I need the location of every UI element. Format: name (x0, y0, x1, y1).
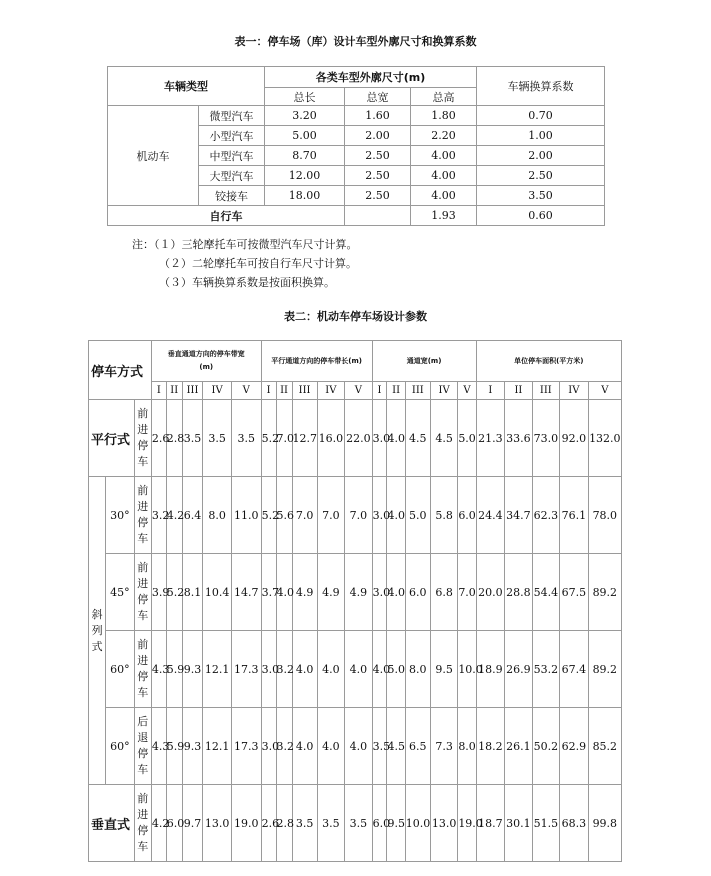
cell-g1-class-3: 9.3 (182, 631, 203, 708)
cell-g4-class-3: 54.4 (532, 554, 559, 631)
header-class-5: V (231, 382, 261, 400)
header-class-3: III (405, 382, 430, 400)
cell-g2-class-2: 5.6 (276, 477, 292, 554)
cell-g4-class-3: 53.2 (532, 631, 559, 708)
cell-g2-class-1: 3.0 (261, 631, 276, 708)
table-row (89, 554, 622, 631)
cell-parking-direction-label: 前进停车 (137, 638, 149, 699)
cell-g1-class-4: 12.1 (203, 631, 232, 708)
vehicle-dimensions-table (107, 66, 605, 226)
cell-g3-class-2: 4.5 (387, 708, 405, 785)
cell-length: 3.20 (265, 106, 345, 126)
cell-height: 1.80 (411, 106, 477, 126)
note-item: （１）三轮摩托车可按微型汽车尺寸计算。 (154, 238, 358, 251)
table1-title: 表一：停车场（库）设计车型外廓尺寸和换算系数 (234, 35, 477, 48)
header-length: 总长 (265, 88, 345, 106)
cell-g2-class-5: 22.0 (345, 400, 373, 477)
table-row (89, 477, 622, 554)
cell-g4-class-1: 21.3 (476, 400, 505, 477)
header-parking-mode: 停车方式 (89, 341, 152, 400)
cell-g2-class-1: 3.0 (261, 708, 276, 785)
cell-g4-class-5: 99.8 (588, 785, 621, 862)
header-parallel-length: 平行通道方向的停车带长(m) (261, 341, 372, 382)
cell-g4-class-3: 62.3 (532, 477, 559, 554)
cell-name: 铰接车 (199, 186, 265, 206)
cell-g3-class-5: 6.0 (458, 477, 476, 554)
cell-g2-class-5: 4.9 (345, 554, 373, 631)
cell-g3-class-5: 8.0 (458, 708, 476, 785)
header-class-4: IV (203, 382, 232, 400)
cell-g4-class-4: 67.4 (560, 631, 589, 708)
cell-g2-class-4: 4.0 (317, 708, 344, 785)
header-class-5: V (345, 382, 373, 400)
cell-g4-class-1: 18.7 (476, 785, 505, 862)
cell-length: 18.00 (265, 186, 345, 206)
header-width: 总宽 (345, 88, 411, 106)
cell-width: 2.50 (345, 166, 411, 186)
cell-g2-class-1: 3.7 (261, 554, 276, 631)
cell-g1-class-1: 3.2 (151, 477, 166, 554)
cell-g2-class-5: 4.0 (345, 708, 373, 785)
header-unit-area: 单位停车面积(平方米) (476, 341, 621, 382)
cell-g4-class-1: 18.9 (476, 631, 505, 708)
cell-g4-class-1: 20.0 (476, 554, 505, 631)
cell-g4-class-5: 89.2 (588, 631, 621, 708)
cell-g2-class-2: 3.2 (276, 708, 292, 785)
cell-g4-class-4: 76.1 (560, 477, 589, 554)
cell-g1-class-5: 14.7 (231, 554, 261, 631)
cell-g1-class-3: 6.4 (182, 477, 203, 554)
cell-g3-class-4: 9.5 (430, 631, 457, 708)
cell-g2-class-3: 7.0 (292, 477, 317, 554)
cell-parking-direction (134, 477, 151, 554)
cell-g1-class-4: 10.4 (203, 554, 232, 631)
cell-g4-class-5: 89.2 (588, 554, 621, 631)
cell-parking-direction-label: 前进停车 (137, 407, 149, 468)
cell-g1-class-1: 4.2 (151, 785, 166, 862)
cell-g3-class-3: 8.0 (405, 631, 430, 708)
table1-notes (132, 235, 358, 292)
header-class-2: II (505, 382, 532, 400)
note-item: （２）二轮摩托车可按自行车尺寸计算。 (159, 257, 357, 270)
group-motor-vehicle: 机动车 (108, 106, 199, 206)
cell-height: 2.20 (411, 126, 477, 146)
table-row (89, 631, 622, 708)
cell-width: 2.50 (345, 146, 411, 166)
cell-g1-class-1: 4.3 (151, 708, 166, 785)
cell-g1-class-3: 3.5 (182, 400, 203, 477)
cell-name: 大型汽车 (199, 166, 265, 186)
cell-bicycle-width: 1.93 (411, 206, 477, 226)
cell-parking-direction (134, 400, 151, 477)
table-row (108, 106, 605, 126)
cell-bicycle-length (345, 206, 411, 226)
cell-g2-class-2: 4.0 (276, 554, 292, 631)
header-class-2: II (166, 382, 182, 400)
cell-g3-class-2: 4.0 (387, 400, 405, 477)
header-conversion-coefficient: 车辆换算系数 (477, 67, 605, 106)
header-class-5: V (588, 382, 621, 400)
cell-parking-direction (134, 708, 151, 785)
cell-g1-class-3: 9.3 (182, 708, 203, 785)
cell-g3-class-1: 3.0 (372, 477, 387, 554)
cell-g2-class-1: 5.2 (261, 477, 276, 554)
cell-g2-class-3: 3.5 (292, 785, 317, 862)
cell-g3-class-4: 4.5 (430, 400, 457, 477)
cell-tilt-mode (89, 477, 106, 785)
cell-g3-class-1: 3.5 (372, 708, 387, 785)
cell-g3-class-2: 5.0 (387, 631, 405, 708)
cell-g4-class-5: 132.0 (588, 400, 621, 477)
cell-g1-class-2: 5.2 (166, 554, 182, 631)
header-class-1: I (372, 382, 387, 400)
notes-prefix: 注： (132, 238, 154, 251)
header-class-4: IV (317, 382, 344, 400)
cell-parking-direction (134, 785, 151, 862)
table-row (89, 708, 622, 785)
cell-g2-class-3: 12.7 (292, 400, 317, 477)
cell-parking-mode: 垂直式 (89, 785, 135, 862)
cell-g2-class-4: 7.0 (317, 477, 344, 554)
cell-tilt-mode-label: 斜列式 (91, 607, 103, 653)
cell-g1-class-3: 9.7 (182, 785, 203, 862)
cell-g2-class-5: 3.5 (345, 785, 373, 862)
cell-g1-class-1: 3.9 (151, 554, 166, 631)
table2-title: 表二：机动车停车场设计参数 (284, 310, 427, 323)
header-perpendicular-width (151, 341, 261, 382)
cell-length: 12.00 (265, 166, 345, 186)
cell-parking-mode: 平行式 (89, 400, 135, 477)
header-class-1: I (261, 382, 276, 400)
cell-parking-direction (134, 631, 151, 708)
cell-height: 4.00 (411, 186, 477, 206)
cell-parking-direction-label: 后退停车 (137, 715, 149, 776)
header-class-1: I (151, 382, 166, 400)
cell-g4-class-5: 78.0 (588, 477, 621, 554)
cell-name: 小型汽车 (199, 126, 265, 146)
cell-g1-class-5: 17.3 (231, 631, 261, 708)
cell-g4-class-2: 30.1 (505, 785, 532, 862)
cell-g3-class-5: 19.0 (458, 785, 476, 862)
cell-g1-class-4: 8.0 (203, 477, 232, 554)
note-item: （３）车辆换算系数是按面积换算。 (159, 276, 335, 289)
table-row (89, 400, 622, 477)
cell-g4-class-3: 73.0 (532, 400, 559, 477)
table-row (89, 785, 622, 862)
cell-g1-class-2: 5.9 (166, 631, 182, 708)
cell-g4-class-4: 92.0 (560, 400, 589, 477)
parking-parameters-table (88, 340, 622, 862)
cell-name: 中型汽车 (199, 146, 265, 166)
cell-g2-class-3: 4.0 (292, 631, 317, 708)
cell-angle: 60° (106, 708, 135, 785)
cell-g3-class-4: 13.0 (430, 785, 457, 862)
cell-coef: 3.50 (477, 186, 605, 206)
header-dimensions: 各类车型外廓尺寸(m) (265, 67, 477, 88)
cell-g2-class-3: 4.0 (292, 708, 317, 785)
cell-g2-class-5: 7.0 (345, 477, 373, 554)
header-row-classes (89, 382, 622, 400)
cell-width: 1.60 (345, 106, 411, 126)
cell-g1-class-2: 5.9 (166, 708, 182, 785)
cell-g2-class-4: 4.9 (317, 554, 344, 631)
cell-name: 微型汽车 (199, 106, 265, 126)
header-class-4: IV (430, 382, 457, 400)
cell-coef: 2.50 (477, 166, 605, 186)
header-vehicle-type: 车辆类型 (108, 67, 265, 106)
cell-g2-class-4: 16.0 (317, 400, 344, 477)
cell-g1-class-3: 8.1 (182, 554, 203, 631)
cell-g3-class-5: 7.0 (458, 554, 476, 631)
cell-g2-class-1: 2.6 (261, 785, 276, 862)
cell-g1-class-5: 3.5 (231, 400, 261, 477)
cell-g4-class-1: 24.4 (476, 477, 505, 554)
header-class-3: III (292, 382, 317, 400)
cell-g1-class-5: 17.3 (231, 708, 261, 785)
header-perpendicular-width-label: 垂直通道方向的停车带宽 (167, 350, 245, 358)
cell-g4-class-4: 67.5 (560, 554, 589, 631)
header-class-3: III (532, 382, 559, 400)
cell-g1-class-5: 11.0 (231, 477, 261, 554)
cell-length: 8.70 (265, 146, 345, 166)
cell-height: 4.00 (411, 146, 477, 166)
header-class-1: I (476, 382, 505, 400)
header-class-5: V (458, 382, 476, 400)
cell-angle: 60° (106, 631, 135, 708)
header-class-2: II (387, 382, 405, 400)
cell-g4-class-3: 51.5 (532, 785, 559, 862)
cell-g3-class-4: 6.8 (430, 554, 457, 631)
cell-g2-class-5: 4.0 (345, 631, 373, 708)
cell-g1-class-5: 19.0 (231, 785, 261, 862)
header-height: 总高 (411, 88, 477, 106)
header-row (89, 341, 622, 382)
header-class-3: III (182, 382, 203, 400)
cell-g2-class-2: 2.8 (276, 785, 292, 862)
cell-g1-class-2: 6.0 (166, 785, 182, 862)
cell-g3-class-3: 6.5 (405, 708, 430, 785)
cell-g1-class-1: 2.6 (151, 400, 166, 477)
cell-g3-class-3: 5.0 (405, 477, 430, 554)
cell-g1-class-4: 3.5 (203, 400, 232, 477)
cell-g1-class-4: 13.0 (203, 785, 232, 862)
cell-bicycle-height: 0.60 (477, 206, 605, 226)
header-class-4: IV (560, 382, 589, 400)
cell-coef: 2.00 (477, 146, 605, 166)
cell-g2-class-4: 3.5 (317, 785, 344, 862)
cell-g4-class-5: 85.2 (588, 708, 621, 785)
cell-g3-class-4: 7.3 (430, 708, 457, 785)
cell-bicycle-name: 自行车 (108, 206, 345, 226)
cell-g2-class-1: 5.2 (261, 400, 276, 477)
cell-g4-class-3: 50.2 (532, 708, 559, 785)
cell-g1-class-4: 12.1 (203, 708, 232, 785)
cell-g3-class-1: 4.0 (372, 631, 387, 708)
cell-g3-class-5: 10.0 (458, 631, 476, 708)
cell-g2-class-2: 3.2 (276, 631, 292, 708)
cell-coef: 1.00 (477, 126, 605, 146)
header-aisle-width: 通道宽(m) (372, 341, 476, 382)
cell-g4-class-2: 33.6 (505, 400, 532, 477)
cell-parking-direction (134, 554, 151, 631)
cell-g4-class-1: 18.2 (476, 708, 505, 785)
cell-g3-class-2: 4.0 (387, 477, 405, 554)
cell-g1-class-1: 4.3 (151, 631, 166, 708)
cell-g3-class-3: 10.0 (405, 785, 430, 862)
cell-g2-class-3: 4.9 (292, 554, 317, 631)
cell-height: 4.00 (411, 166, 477, 186)
cell-g3-class-3: 4.5 (405, 400, 430, 477)
cell-g4-class-2: 26.9 (505, 631, 532, 708)
cell-parking-direction-label: 前进停车 (137, 792, 149, 853)
cell-g3-class-2: 4.0 (387, 554, 405, 631)
cell-angle: 30° (106, 477, 135, 554)
cell-g2-class-4: 4.0 (317, 631, 344, 708)
cell-width: 2.00 (345, 126, 411, 146)
cell-g4-class-4: 62.9 (560, 708, 589, 785)
cell-g3-class-1: 6.0 (372, 785, 387, 862)
cell-g3-class-4: 5.8 (430, 477, 457, 554)
cell-g4-class-4: 68.3 (560, 785, 589, 862)
cell-length: 5.00 (265, 126, 345, 146)
header-class-2: II (276, 382, 292, 400)
cell-g2-class-2: 7.0 (276, 400, 292, 477)
cell-g1-class-2: 2.8 (166, 400, 182, 477)
cell-g3-class-1: 3.0 (372, 554, 387, 631)
table-row-bicycle (108, 206, 605, 226)
cell-g4-class-2: 28.8 (505, 554, 532, 631)
cell-parking-direction-label: 前进停车 (137, 484, 149, 545)
cell-coef: 0.70 (477, 106, 605, 126)
cell-g3-class-5: 5.0 (458, 400, 476, 477)
cell-width: 2.50 (345, 186, 411, 206)
cell-g4-class-2: 26.1 (505, 708, 532, 785)
cell-angle: 45° (106, 554, 135, 631)
cell-g3-class-2: 9.5 (387, 785, 405, 862)
cell-g3-class-3: 6.0 (405, 554, 430, 631)
cell-g3-class-1: 3.0 (372, 400, 387, 477)
header-perpendicular-width-unit: (m) (199, 363, 214, 371)
cell-g1-class-2: 4.2 (166, 477, 182, 554)
cell-g4-class-2: 34.7 (505, 477, 532, 554)
cell-parking-direction-label: 前进停车 (137, 561, 149, 622)
